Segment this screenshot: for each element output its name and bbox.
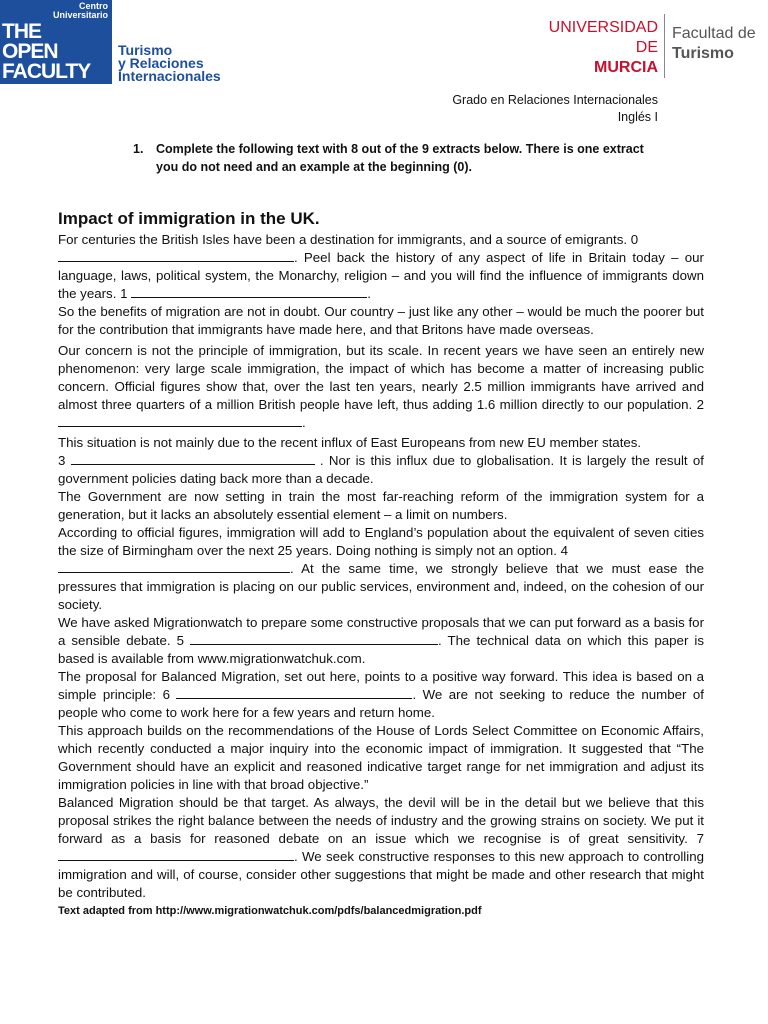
exercise-instruction — [133, 140, 663, 176]
answer-gap — [58, 249, 294, 262]
gap-number: 4 — [560, 543, 569, 558]
answer-gap — [58, 560, 290, 573]
paragraph-text: . — [302, 415, 306, 430]
paragraph-text: . At the same time, we strongly believe that we must ease the pressures that immigration is placing on our public services, environment and, indeed, on the cohesion of our society. — [58, 561, 704, 612]
paragraph-text: The Government are now setting in train the most far-reaching reform of the immigration system for a generation, but it lacks an absolutely essential element – a limit on numbers. — [58, 489, 704, 522]
paragraph — [58, 488, 704, 524]
turismo-line-2: y Relaciones — [118, 55, 204, 71]
paragraph — [58, 303, 704, 339]
turismo-line-3: Internacionales — [118, 68, 221, 84]
gap-number: 5 — [176, 633, 185, 648]
facultad-line-2: Turismo — [672, 45, 734, 62]
logo-faculty: FACULTY — [2, 60, 91, 83]
paragraph — [58, 231, 704, 303]
gap-number: 0 — [630, 232, 639, 247]
paragraph — [58, 614, 704, 668]
instruction-number: 1. — [133, 142, 144, 156]
logo-universitario-line: Universitario — [52, 10, 108, 20]
facultad-turismo-logo — [672, 24, 756, 64]
paragraph-text: Our concern is not the principle of immigration, but its scale. In recent years we have seen an entirely new phenomenon: very large scale immigration, the impact of which has become a matter of increasing public concern. Official figures show that, over the last ten years, nearly 2.5 million immigrants have arrived and almost three quarters of a million British people have left, thus adding 1.6 million directly to our population. — [58, 343, 704, 412]
logo-the: THE — [2, 20, 41, 43]
paragraph-text: . Nor is this influx due to globalisation. It is largely the result of government policies dating back more than a decade. — [58, 453, 704, 486]
course-subject: Inglés I — [617, 110, 658, 124]
paragraph — [58, 524, 704, 614]
answer-gap — [176, 686, 412, 699]
paragraph-text: . Peel back the history of any aspect of life in Britain today – our language, laws, political system, the Monarchy, religion – and you will find the influence of immigrants down the years. — [58, 250, 704, 301]
um-city: MURCIA — [594, 59, 658, 76]
source-citation: Text adapted from http://www.migrationwatchuk.com/pdfs/balancedmigration.pdf — [58, 905, 482, 917]
course-info — [452, 92, 658, 126]
turismo-relaciones-label — [118, 44, 221, 83]
paragraph — [58, 434, 704, 488]
gap-number: 2 — [696, 397, 704, 412]
answer-gap — [71, 452, 315, 465]
gap-number: 3 — [58, 453, 66, 468]
paragraph-text: Balanced Migration should be that target. As always, the devil will be in the detail but we believe that this proposal strikes the right balance between the needs of industry and the growing strains on society. We put it forward as a basis for reasoned debate on an issue which we recognise is of great sensitivity. — [58, 795, 704, 846]
paragraph-text: . We are not seeking to reduce the number of people who come to work here for a few years and return home. — [58, 687, 704, 720]
paragraph-text: This situation is not mainly due to the recent influx of East Europeans from new EU member states. — [58, 435, 642, 450]
logo-wordmark — [2, 22, 110, 82]
logo-centro-line: Centro — [79, 1, 108, 11]
paragraph — [58, 668, 704, 722]
paragraph-text: . The technical data on which this paper is based is available from www.migrationwatchuk.com. — [58, 633, 704, 666]
paragraph-text: According to official figures, immigration will add to England’s population about the equivalent of seven cities the size of Birmingham over the next 25 years. Doing nothing is simply not an option. — [58, 525, 704, 558]
gap-number: 6 — [162, 687, 170, 702]
paragraph-text: For centuries the British Isles have been a destination for immigrants, and a source of emigrants. — [58, 232, 631, 247]
paragraph-text: The proposal for Balanced Migration, set out here, points to a positive way forward. This idea is based on a simple principle: — [58, 669, 704, 702]
paragraph-text: So the benefits of migration are not in doubt. Our country – just like any other – would be much the poorer but for the contribution that immigrants have made here, and that Britons have made overseas. — [58, 304, 704, 337]
facultad-line-1: Facultad de — [672, 25, 756, 42]
logo-open: OPEN — [2, 40, 58, 63]
answer-gap — [131, 285, 367, 298]
um-name: UNIVERSIDAD DE — [548, 19, 658, 56]
paragraph-text: . — [367, 286, 371, 301]
turismo-line-1: Turismo — [118, 42, 173, 58]
paragraph-text: We have asked Migrationwatch to prepare some constructive proposals that we can put forward as a basis for a sensible debate. — [58, 615, 704, 648]
article-title: Impact of immigration in the UK. — [58, 209, 320, 228]
paragraph — [58, 722, 704, 794]
answer-gap — [190, 632, 438, 645]
answer-gap — [58, 848, 294, 861]
paragraph — [58, 794, 704, 902]
answer-gap — [58, 414, 302, 427]
gap-number: 1 — [120, 286, 128, 301]
universidad-murcia-logo — [546, 18, 658, 78]
gap-number: 7 — [696, 831, 704, 846]
course-degree: Grado en Relaciones Internacionales — [452, 93, 658, 107]
logo-centro-text — [53, 2, 108, 20]
article — [58, 208, 704, 919]
paragraph-text: This approach builds on the recommendations of the House of Lords Select Committee on Economic Affairs, which recently conducted a major inquiry into the economic impact of immigration. It suggested that “The Government should have an explicit and reasoned indicative target range for net immigration and adjust its immigration policies in line with that broad objective.” — [58, 723, 704, 792]
paragraph-text: . We seek constructive responses to this new approach to controlling immigration and will, of course, consider other suggestions that might be made and other research that might be contributed. — [58, 849, 704, 900]
paragraph — [58, 342, 704, 432]
logo-divider — [664, 14, 665, 78]
instruction-text: Complete the following text with 8 out of the 9 extracts below. There is one extract you do not need and an example at the beginning (0). — [156, 142, 644, 174]
open-faculty-logo — [0, 0, 112, 84]
